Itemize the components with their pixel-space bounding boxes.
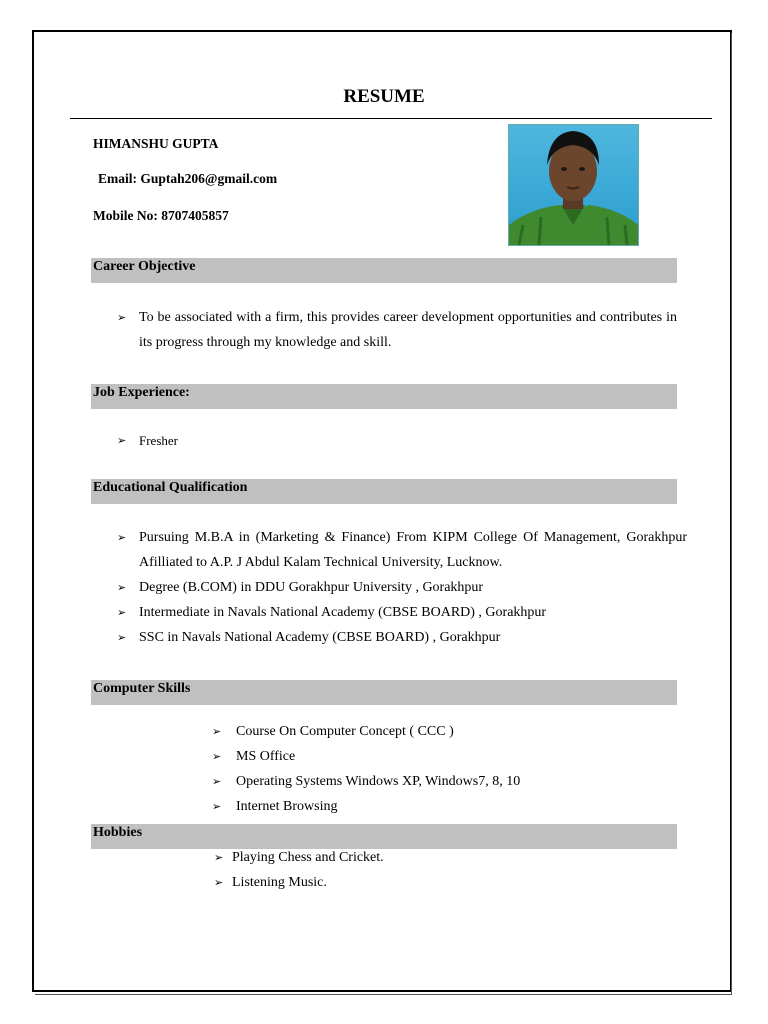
list-item: ➢ Internet Browsing bbox=[212, 794, 337, 819]
list-item: ➢ SSC in Navals National Academy (CBSE BOARD) , Gorakhpur bbox=[117, 625, 500, 650]
bullet-arrow-icon: ➢ bbox=[117, 606, 127, 619]
list-item: ➢ Operating Systems Windows XP, Windows7, 8, 10 bbox=[212, 769, 520, 794]
bullet-arrow-icon: ➢ bbox=[117, 434, 127, 447]
bullet-arrow-icon: ➢ bbox=[212, 725, 222, 738]
list-item: ➢ Listening Music. bbox=[214, 870, 327, 895]
title-rule bbox=[70, 118, 712, 119]
section-heading: Educational Qualification bbox=[93, 480, 248, 495]
bullet-arrow-icon: ➢ bbox=[117, 531, 127, 544]
bullet-arrow-icon: ➢ bbox=[212, 775, 222, 788]
bullet-arrow-icon: ➢ bbox=[117, 631, 127, 644]
profile-photo-image bbox=[509, 125, 638, 245]
section-heading: Job Experience: bbox=[93, 385, 190, 400]
contact-mobile: Mobile No: 8707405857 bbox=[93, 208, 229, 223]
list-item: ➢ To be associated with a firm, this provides career development opportunities and contributes in its progress through my knowledge and skill. bbox=[117, 305, 677, 355]
list-item: ➢ Pursuing M.B.A in (Marketing & Finance) From KIPM College Of Management, Gorakhpur Afilliated to A.P. J Abdul Kalam Technical University, Lucknow. bbox=[117, 525, 687, 575]
list-item: ➢ Intermediate in Navals National Academy (CBSE BOARD) , Gorakhpur bbox=[117, 600, 546, 625]
contact-email: Email: Guptah206@gmail.com bbox=[98, 171, 278, 186]
bullet-arrow-icon: ➢ bbox=[117, 311, 127, 324]
section-job-experience bbox=[91, 384, 677, 409]
list-item: ➢ MS Office bbox=[212, 744, 295, 769]
profile-photo bbox=[508, 124, 639, 246]
page-title: RESUME bbox=[343, 86, 425, 107]
section-education bbox=[91, 479, 677, 504]
list-item: ➢ Fresher bbox=[117, 428, 178, 453]
list-item: ➢ Course On Computer Concept ( CCC ) bbox=[212, 719, 454, 744]
section-heading: Hobbies bbox=[93, 825, 143, 840]
section-hobbies bbox=[91, 824, 677, 849]
section-career-objective bbox=[91, 258, 677, 283]
list-item: ➢ Playing Chess and Cricket. bbox=[214, 845, 384, 870]
bullet-arrow-icon: ➢ bbox=[214, 851, 224, 864]
bullet-arrow-icon: ➢ bbox=[214, 876, 224, 889]
section-heading: Computer Skills bbox=[93, 681, 191, 696]
section-heading: Career Objective bbox=[93, 259, 196, 274]
section-computer-skills bbox=[91, 680, 677, 705]
bullet-arrow-icon: ➢ bbox=[212, 800, 222, 813]
contact-name: HIMANSHU GUPTA bbox=[93, 136, 219, 151]
list-item: ➢ Degree (B.COM) in DDU Gorakhpur University , Gorakhpur bbox=[117, 575, 483, 600]
bullet-arrow-icon: ➢ bbox=[117, 581, 127, 594]
bullet-arrow-icon: ➢ bbox=[212, 750, 222, 763]
